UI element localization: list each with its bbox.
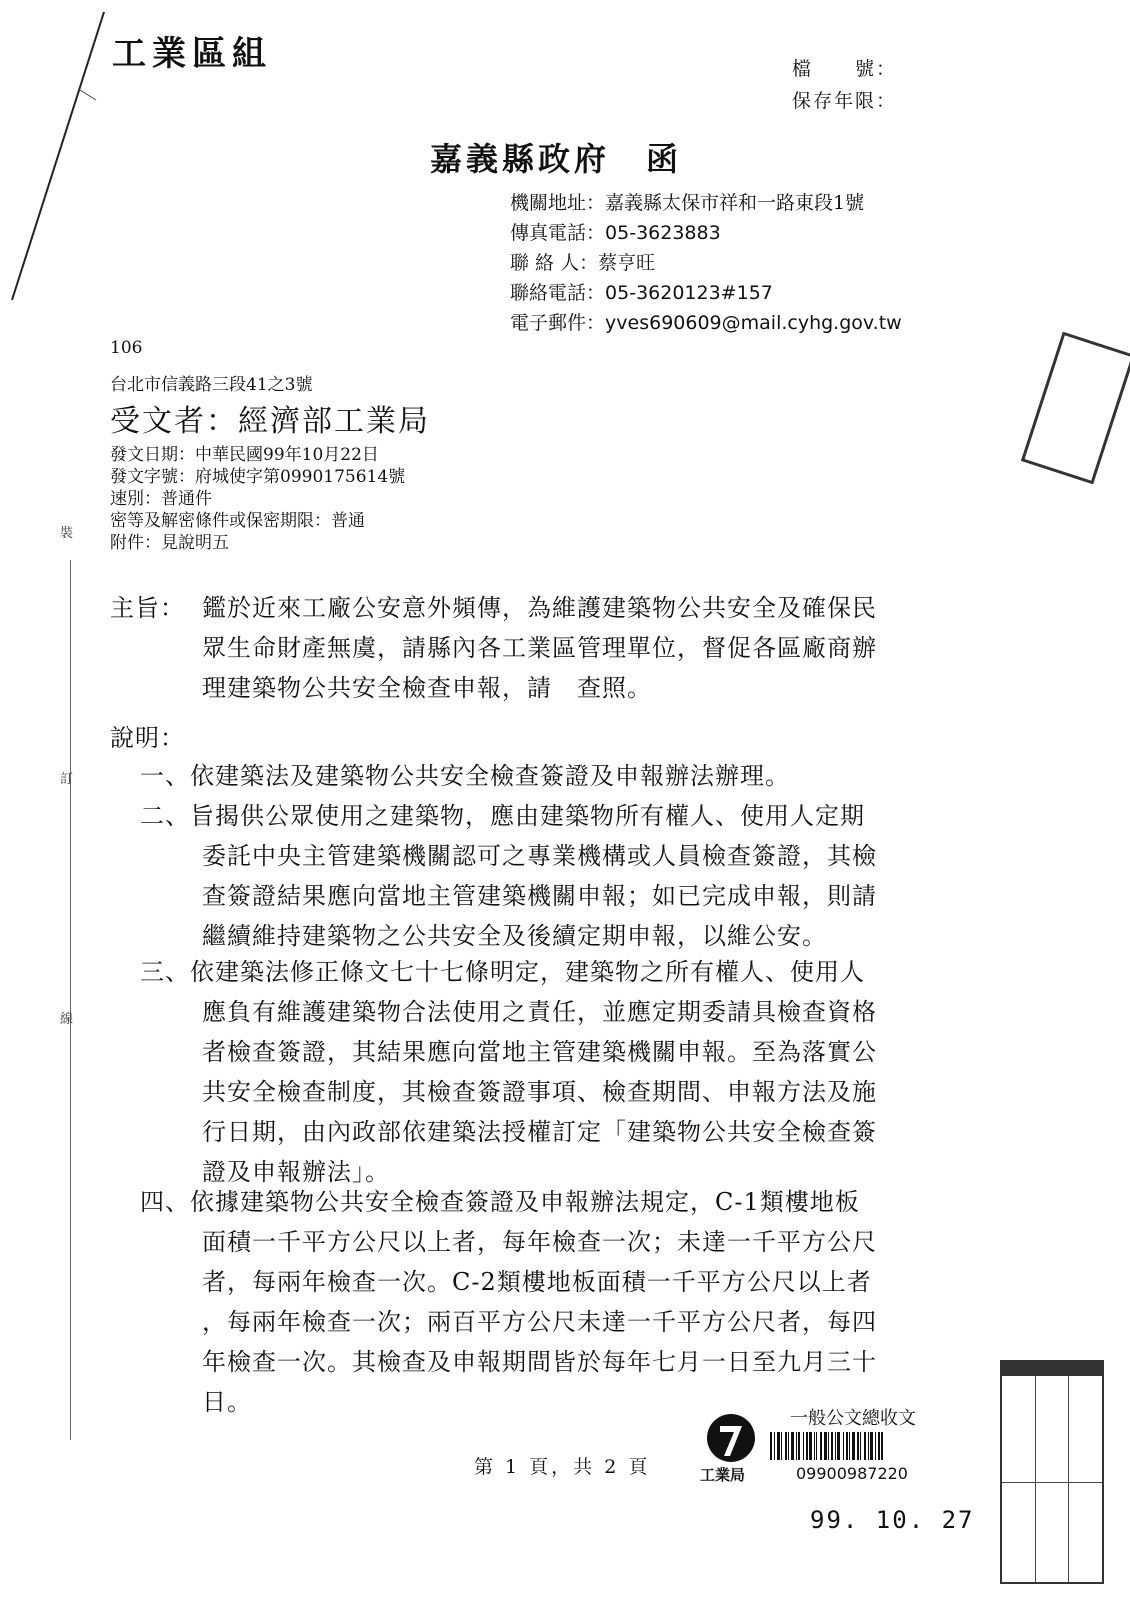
barcode: [770, 1432, 883, 1460]
item-line: 查簽證結果應向當地主管建築機關申報；如已完成申報，則請: [202, 882, 877, 910]
binding-mark-ding: 訂: [60, 772, 74, 787]
recipient-address: 台北市信義路三段41之3號: [110, 375, 313, 395]
attachment: 附件：見說明五: [110, 533, 229, 553]
contact-phone: 聯絡電話：05-3620123#157: [510, 282, 773, 304]
item-line: 日。: [202, 1388, 252, 1416]
receipt-number: 09900987220: [796, 1464, 908, 1483]
item-line: 證及申報辦法」。: [202, 1158, 390, 1186]
item-number: 二、: [140, 802, 190, 830]
document-number: 發文字號：府城使字第0990175614號: [110, 467, 406, 487]
binding-line: [70, 560, 71, 1440]
page-number: 第 1 頁，共 2 頁: [474, 1456, 651, 1478]
item-line: ，每兩年檢查一次；兩百平方公尺未達一千平方公尺者，每四: [202, 1308, 877, 1336]
item-line: 面積一千平方公尺以上者，每年檢查一次；未達一千平方公尺: [202, 1228, 877, 1256]
item-line: 者，每兩年檢查一次。C-2類樓地板面積一千平方公尺以上者: [202, 1268, 872, 1296]
subject-line: 理建築物公共安全檢查申報，請 查照。: [202, 674, 652, 702]
recipient-name: 受文者：經濟部工業局: [110, 404, 430, 439]
item-number: 一、: [140, 762, 190, 790]
subject-body: [202, 588, 877, 708]
explanation-item-4: [140, 1182, 877, 1422]
item-line: 應負有維護建築物合法使用之責任，並應定期委請具檢查資格: [202, 998, 877, 1026]
item-line: 行日期，由內政部依建築法授權訂定「建築物公共安全檢查簽: [202, 1118, 877, 1146]
approval-stamp-grid: [1000, 1360, 1104, 1584]
item-line: 依據建築物公共安全檢查簽證及申報辦法規定，C-1類樓地板: [190, 1188, 860, 1216]
subject-line: 鑑於近來工廠公安意外頻傳，為維護建築物公共安全及確保民: [202, 594, 877, 622]
contact-email: 電子郵件：yves690609@mail.cyhg.gov.tw: [510, 312, 902, 334]
contact-person: 聯 絡 人：蔡亨旺: [510, 252, 656, 274]
binding-mark-zhuang: 裝: [60, 526, 74, 541]
document-title: 嘉義縣政府 函: [430, 140, 683, 178]
retention-label: 保存年限：: [792, 90, 898, 112]
agency-logo-text: 工業局: [700, 1466, 746, 1484]
handwritten-note: 工業區組: [112, 34, 272, 74]
postal-code: 106: [110, 338, 143, 358]
contact-block: [510, 188, 902, 338]
received-stamp-edge: [1021, 332, 1130, 485]
explanation-item-1: [140, 756, 790, 796]
subject-label: 主旨：: [110, 594, 185, 622]
explanation-item-2: [140, 796, 877, 956]
item-number: 四、: [140, 1188, 190, 1216]
file-number-label: 檔 號：: [792, 58, 898, 80]
item-line: 依建築法修正條文七十七條明定，建築物之所有權人、使用人: [190, 958, 865, 986]
explanation-item-3: [140, 952, 877, 1192]
document-meta: [110, 444, 405, 554]
classification: 密等及解密條件或保密期限：普通: [110, 511, 365, 531]
issue-date: 發文日期：中華民國99年10月22日: [110, 445, 379, 465]
item-line: 繼續維持建築物之公共安全及後續定期申報，以維公安。: [202, 922, 827, 950]
received-date: 99. 10. 27: [810, 1506, 975, 1534]
contact-address: 機關地址：嘉義縣太保市祥和一路東段1號: [510, 192, 865, 214]
urgency: 速別：普通件: [110, 489, 212, 509]
explanation-label: 說明：: [110, 724, 185, 752]
binding-mark-xian: 線: [60, 1012, 74, 1027]
pen-stroke: [0, 0, 120, 320]
agency-logo-icon: [706, 1412, 756, 1464]
item-line: 委託中央主管建築機關認可之專業機構或人員檢查簽證，其檢: [202, 842, 877, 870]
item-line: 旨揭供公眾使用之建築物，應由建築物所有權人、使用人定期: [190, 802, 865, 830]
item-line: 年檢查一次。其檢查及申報期間皆於每年七月一日至九月三十: [202, 1348, 877, 1376]
subject-line: 眾生命財產無虞，請縣內各工業區管理單位，督促各區廠商辦: [202, 634, 877, 662]
contact-fax: 傳真電話：05-3623883: [510, 222, 721, 244]
item-line: 者檢查簽證，其結果應向當地主管建築機關申報。至為落實公: [202, 1038, 877, 1066]
item-number: 三、: [140, 958, 190, 986]
receipt-title: 一般公文總收文: [790, 1408, 916, 1429]
item-line: 依建築法及建築物公共安全檢查簽證及申報辦法辦理。: [190, 762, 790, 790]
item-line: 共安全檢查制度，其檢查簽證事項、檢查期間、申報方法及施: [202, 1078, 877, 1106]
